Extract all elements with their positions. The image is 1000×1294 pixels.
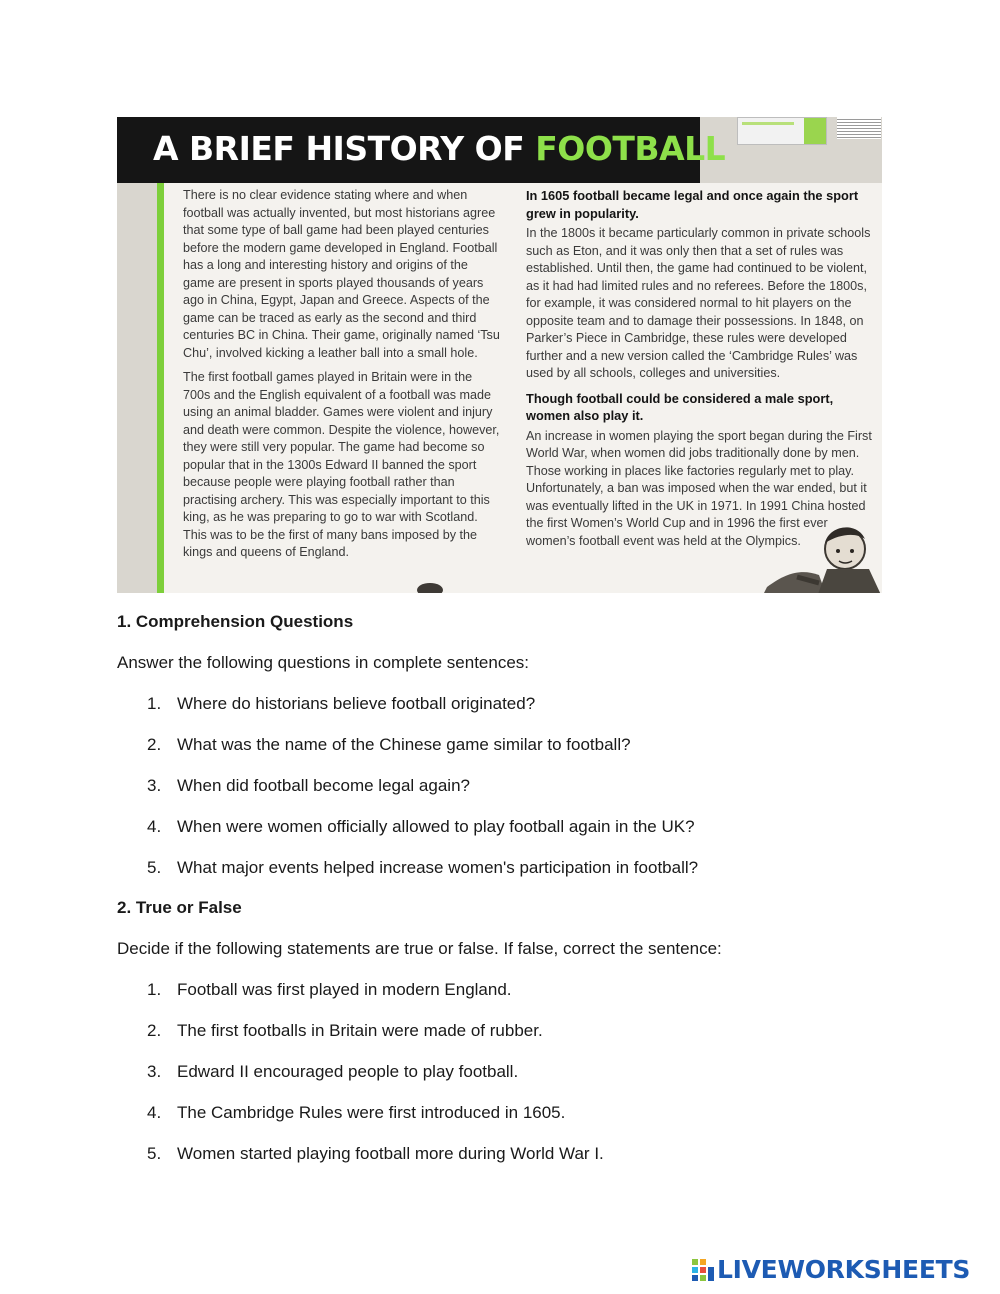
statement-text: The first footballs in Britain were made of rubber.	[177, 1021, 543, 1040]
article-paragraph: In the 1800s it became particularly common in private schools such as Eton, and it was only then that a set of rules was established. Until then, the game had continued to be violent, as it had had limited rules and no referees. Before the 1800s, for example, it was considered normal to hit players on the opposite team and to damage their possessions. In 1848, on Parker’s Piece in Cambridge, these rules were developed further and a new version called the ‘Cambridge Rules’ was used by all schools, colleges and universities.	[526, 226, 871, 380]
liveworksheets-brand[interactable]	[692, 1255, 970, 1284]
question-number: 2.	[147, 735, 162, 754]
question-text: What was the name of the Chinese game similar to football?	[177, 735, 631, 754]
article-title-highlight: FOOTBALL	[535, 129, 726, 168]
football-illustration	[417, 583, 443, 593]
statement-number: 5.	[147, 1144, 162, 1163]
comprehension-instruction: Answer the following questions in complete sentences:	[117, 653, 530, 672]
statement-number: 2.	[147, 1021, 162, 1040]
question-item	[147, 735, 698, 776]
text-lines-decoration	[837, 117, 881, 139]
question-item	[147, 694, 698, 735]
question-text: What major events helped increase women's participation in football?	[177, 858, 699, 877]
comprehension-heading: 1. Comprehension Questions	[117, 612, 354, 631]
comprehension-question-list	[147, 694, 698, 899]
question-text: When did football become legal again?	[177, 776, 470, 795]
article-right-column	[526, 187, 876, 557]
question-number: 5.	[147, 858, 162, 877]
article-subheading: In 1605 football became legal and once again the sport grew in popularity.	[526, 188, 859, 221]
article-title-bar	[117, 117, 726, 183]
article-title-main: A BRIEF HISTORY OF	[153, 129, 525, 168]
statement-text: Women started playing football more during World War I.	[177, 1144, 604, 1163]
true-false-instruction: Decide if the following statements are true or false. If false, correct the sentence:	[117, 939, 722, 958]
statement-text: The Cambridge Rules were first introduced in 1605.	[177, 1103, 566, 1122]
question-number: 1.	[147, 694, 162, 713]
statement-number: 3.	[147, 1062, 162, 1081]
question-item	[147, 817, 698, 858]
statement-number: 1.	[147, 980, 162, 999]
question-number: 3.	[147, 776, 162, 795]
question-text: When were women officially allowed to play football again in the UK?	[177, 817, 695, 836]
article-paragraph: An increase in women playing the sport began during the First World War, when women did jobs traditionally done by men. Those working in places like factories regularly met to play. Unfortunately, a ban was imposed when the war ended, but it was eventually lifted in the UK in 1971. In 1991 China hosted the first Women’s World Cup and in 1996 the first ever women’s football event was held at the Olympics.	[526, 428, 872, 548]
article-subheading: Though football could be considered a male sport, women also play it.	[526, 390, 834, 423]
brand-name: LIVEWORKSHEETS	[717, 1255, 971, 1284]
question-number: 4.	[147, 817, 162, 836]
liveworksheets-logo-icon	[692, 1259, 714, 1281]
statement-item	[147, 1103, 604, 1144]
statement-item	[147, 1062, 604, 1103]
question-item	[147, 858, 698, 899]
question-text: Where do historians believe football originated?	[177, 694, 536, 713]
green-stripe	[157, 183, 164, 593]
article-title	[153, 129, 725, 168]
question-item	[147, 776, 698, 817]
statement-number: 4.	[147, 1103, 162, 1122]
article-left-column	[183, 187, 501, 569]
true-false-statement-list	[147, 980, 604, 1185]
article-image	[117, 117, 882, 593]
article-paragraph: There is no clear evidence stating where and when football was actually invented, but most historians agree that some type of ball game had been played centuries before the modern game developed in England. Football has a long and interesting history and origins of the game are present in sports played thousands of years ago in China, Egypt, Japan and Greece. Aspects of the game can be traced as early as the second and third centuries BC in China. Their game, originally named ‘Tsu Chu’, involved kicking a leather ball into a small hole.	[183, 188, 500, 360]
article-paragraph: The first football games played in Britain were in the 700s and the English equivalent of a football was made using an animal bladder. Games were violent and injury and death were common. Despite the violence, however, they were still very popular. The game had become so popular that in the 1300s Edward II banned the sport because people were playing football rather than practising archery. This was especially important to this king, as he was preparing to go to war with Scotland. This was to be the first of many bans imposed by the kings and queens of England.	[183, 370, 500, 559]
page-thumbnail-decoration	[737, 117, 827, 145]
true-false-heading: 2. True or False	[117, 898, 242, 917]
statement-item	[147, 1144, 604, 1185]
statement-text: Football was first played in modern England.	[177, 980, 512, 999]
boy-illustration	[757, 517, 882, 593]
statement-item	[147, 980, 604, 1021]
statement-item	[147, 1021, 604, 1062]
statement-text: Edward II encouraged people to play football.	[177, 1062, 519, 1081]
